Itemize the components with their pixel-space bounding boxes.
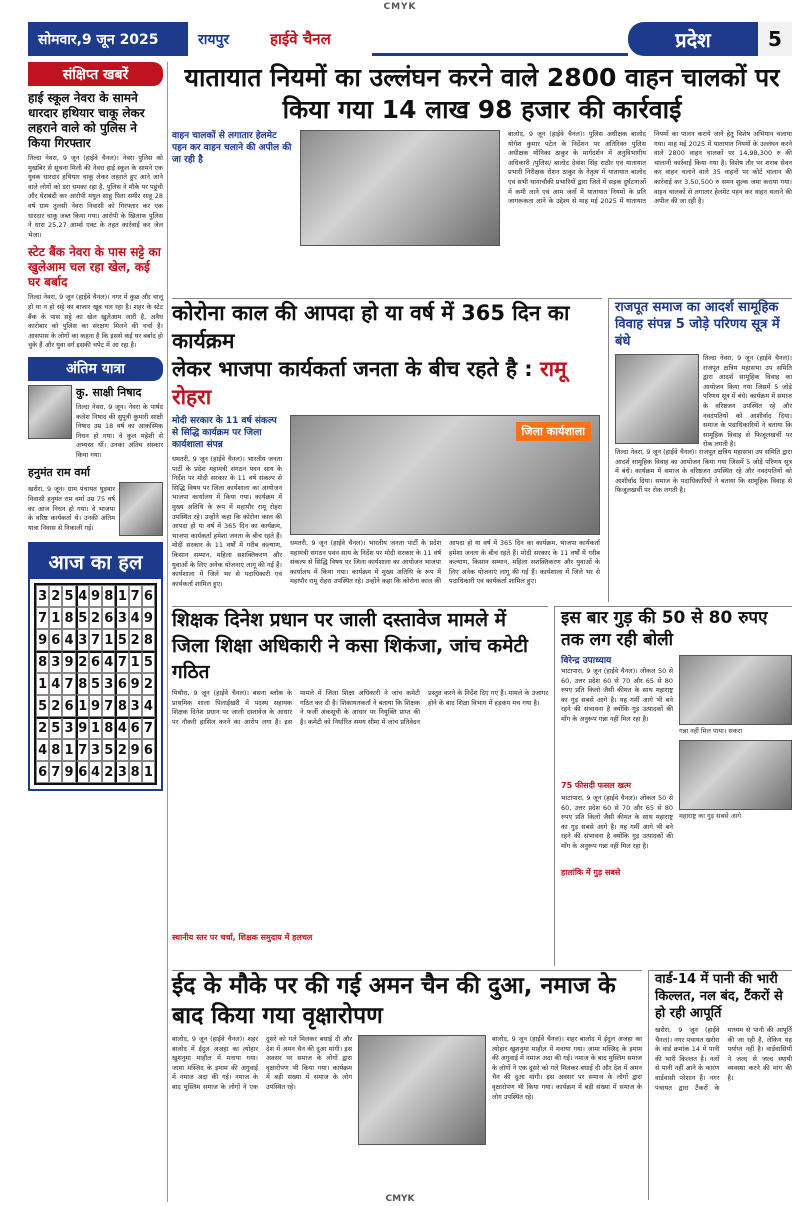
story-water <box>648 970 792 1200</box>
sudoku-cell: 7 <box>102 695 115 717</box>
obituary-photo-1 <box>28 385 72 439</box>
sudoku-cell: 4 <box>89 761 102 783</box>
sudoku-cell: 1 <box>49 607 62 629</box>
obituary-name-1: कु. साक्षी निषाद <box>76 385 142 399</box>
sudoku-cell: 3 <box>76 629 89 651</box>
story-bjp-headline-a: कोरोना काल की आपदा हो या वर्ष में 365 दिन का कार्यक्रम <box>172 301 570 353</box>
story-jaggery-caption-1: गन्ना नहीं मिल पाया। सकरा <box>679 727 743 735</box>
sudoku-cell: 4 <box>115 717 128 739</box>
sudoku-cell: 4 <box>129 607 142 629</box>
edition-city: रायपुर <box>198 31 230 48</box>
brief1-headline: हाई स्कूल नेवरा के सामने धारदार हथियार चाकू लेकर लहराने वाले को पुलिस ने किया गिरफ्तार <box>28 91 145 150</box>
brand-logo: हाईवे चैनल <box>270 30 331 48</box>
sudoku-cell: 1 <box>102 629 115 651</box>
story-rajput-body-1: तिल्दा नेवरा, 9 जून (हाईवे चैनल)। राजपूत क्षत्रिय महासभा उप समिति द्वारा आदर्श सामूहिक विवाह का आयोजन किया गया जिसमें 5 जोड़े परिणय सूत्र में बंधे। कार्यक्रम में समाज के वरिष्ठजन उपस्थित रहे और नवदंपतियों को आशीर्वाद दिया। समाज के पदाधिकारियों ने बताया कि सामूहिक विवाह से फिजूलखर्ची पर रोक लगती है। <box>703 354 792 449</box>
sudoku-cell: 6 <box>89 651 102 673</box>
sudoku-cell: 6 <box>129 717 142 739</box>
sudoku-cell: 4 <box>49 673 62 695</box>
sudoku-cell: 5 <box>76 607 89 629</box>
sudoku-cell: 7 <box>49 761 62 783</box>
story-water-headline: वार्ड-14 में पानी की भारी किल्लत, नल बंद, टैंकरों से हो रही आपूर्ति <box>655 972 783 1021</box>
sudoku-cell: 5 <box>115 629 128 651</box>
masthead-rule <box>372 22 628 56</box>
sudoku-cell: 3 <box>115 761 128 783</box>
sudoku-cell: 8 <box>62 607 75 629</box>
sudoku-cell: 4 <box>76 585 89 607</box>
story-rajput-body-2: तिल्दा नेवरा, 9 जून (हाईवे चैनल)। राजपूत क्षत्रिय महासभा उप समिति द्वारा आदर्श सामूहिक विवाह का आयोजन किया गया जिसमें 5 जोड़े परिणय सूत्र में बंधे। कार्यक्रम में समाज के वरिष्ठजन उपस्थित रहे और नवदंपतियों को आशीर्वाद दिया। समाज के पदाधिकारियों ने बताया कि सामूहिक विवाह से फिजूलखर्ची पर रोक लगती है। <box>615 448 792 495</box>
story-jaggery-photo-2 <box>679 740 792 810</box>
story-jaggery-caption-2: महाराष्ट्र का गुड़ सबसे आगे <box>679 812 742 820</box>
story-jaggery-subhead-2: हालांकि में गुड़ सबसे <box>561 868 621 877</box>
story-jaggery-headline: इस बार गुड़ की 50 से 80 रुपए तक लग रही बोली <box>561 608 768 650</box>
story-bjp-body-1: धमतरी, 9 जून (हाईवे चैनल)। भारतीय जनता पार्टी के प्रदेश महामंत्री संगठन पवन साय के निर्देश पर मोदी सरकार के 11 वर्ष संकल्प से सिद्धि विषय पर जिला कार्यशाला का आयोजन भाजपा कार्यालय में किया गया। कार्यक्रम में मुख्य अतिथि के रूप में महापौर रामू रोहरा उपस्थित रहे। उन्होंने कहा कि कोरोना काल की आपदा हो या वर्ष में 365 दिन का कार्यक्रम, भाजपा कार्यकर्ता हमेशा जनता के बीच रहते हैं। मोदी सरकार के 11 वर्षों में गरीब कल्याण, किसान सम्मान, महिला सशक्तिकरण और युवाओं के लिए अनेक योजनाएं लागू की गई हैं। कार्यशाला में जिले भर से पदाधिकारी एवं कार्यकर्ता शामिल हुए। <box>172 455 282 588</box>
sudoku-cell: 5 <box>36 695 49 717</box>
story-bjp-headline-name: रामू रोहरा <box>172 357 567 409</box>
sudoku-cell: 6 <box>62 695 75 717</box>
sudoku-cell: 7 <box>76 739 89 761</box>
story-jaggery <box>554 606 792 966</box>
sudoku-cell: 8 <box>129 761 142 783</box>
sudoku-cell: 7 <box>62 673 75 695</box>
story-bjp-body-2: धमतरी, 9 जून (हाईवे चैनल)। भारतीय जनता पार्टी के प्रदेश महामंत्री संगठन पवन साय के निर्देश पर मोदी सरकार के 11 वर्ष संकल्प से सिद्धि विषय पर जिला कार्यशाला का आयोजन भाजपा कार्यालय में किया गया। कार्यक्रम में मुख्य अतिथि के रूप में महापौर रामू रोहरा उपस्थित रहे। उन्होंने कहा कि कोरोना काल की आपदा हो या वर्ष में 365 दिन का कार्यक्रम, भाजपा कार्यकर्ता हमेशा जनता के बीच रहते हैं। मोदी सरकार के 11 वर्षों में गरीब कल्याण, किसान सम्मान, महिला सशक्तिकरण और युवाओं के लिए अनेक योजनाएं लागू की गई हैं। कार्यशाला में जिले भर से पदाधिकारी एवं कार्यकर्ता शामिल हुए। <box>290 539 600 586</box>
story-rajput-headline: राजपूत समाज का आदर्श सामूहिक विवाह संपन्न 5 जोड़े परिणय सूत्र में बंधे <box>615 300 780 349</box>
story-eid <box>172 970 642 1200</box>
sudoku-cell: 3 <box>49 651 62 673</box>
brief-news-title: संक्षिप्त खबरें <box>28 62 163 86</box>
sudoku-cell: 9 <box>62 761 75 783</box>
sudoku-cell: 6 <box>102 607 115 629</box>
sudoku-cell: 9 <box>129 673 142 695</box>
sudoku-cell: 1 <box>142 761 155 783</box>
sudoku-cell: 3 <box>62 717 75 739</box>
sudoku-cell: 9 <box>76 717 89 739</box>
sudoku-cell: 1 <box>115 585 128 607</box>
story-rajput-photo <box>615 354 699 444</box>
sudoku-cell: 1 <box>89 717 102 739</box>
sudoku-cell: 6 <box>142 739 155 761</box>
sudoku-cell: 2 <box>129 629 142 651</box>
sudoku-cell: 3 <box>129 695 142 717</box>
story-jaggery-byline: विरेन्द्र उपाध्याय <box>561 656 612 666</box>
sudoku-cell: 2 <box>89 607 102 629</box>
sudoku-cell: 7 <box>129 585 142 607</box>
sudoku-cell: 4 <box>62 629 75 651</box>
sudoku-cell: 3 <box>89 739 102 761</box>
sudoku-cell: 7 <box>36 607 49 629</box>
story-rajput <box>608 298 792 602</box>
edition-date: सोमवार,9 जून 2025 <box>28 22 188 56</box>
sudoku-cell: 7 <box>89 629 102 651</box>
story-jaggery-photo-1 <box>679 655 792 725</box>
brief1-body: तिल्दा नेवरा, 9 जून (हाईवे चैनल)। नेवरा पुलिस को मुखबिर से सूचना मिली की नेवरा हाई स्कूल के सामने एक युवक धारदार हथियार चाकू लेकर लहराते हुए आने जाने वाले लोगों को डरा धमका रहा है, पुलिस ने मौके पर पहुंची और घेराबंदी कर आरोपी मयुल साहू पिता समीर साहू 28 वर्ष ग्राम तुलसी नेवरा निवासी को गिरफ्तार कर एक धारदार चाकू जब्त किया गया। आरोपी के खिलाफ पुलिस ने धारा 25,27 आर्म्स एक्ट के तहत कार्रवाई कर जेल भेजा। <box>28 154 163 239</box>
sudoku-cell: 6 <box>142 585 155 607</box>
sudoku-cell: 3 <box>115 607 128 629</box>
brief2-body: तिल्दा नेवरा, 9 जून (हाईवे चैनल)। नगर में कुछ और चालू हो या न हो सट्टे का बाजार खूब चल रहा है। शहर के स्टेट बैंक के पास सट्टे का खेल खुलेआम जारी है, अवैध कारोबार को पुलिस का संरक्षण मिलने की चर्चा है। आसपास के लोगों का कहना है कि इससे कई घर बर्बाद हो चुके हैं और युवा वर्ग इसकी चपेट में आ रहा है। <box>28 293 163 350</box>
sudoku-cell: 5 <box>49 717 62 739</box>
story-teacher-body: पिथौरा, 9 जून (हाईवे चैनल)। बसना ब्लॉक के प्राथमिक शाला पिलाईखरी में पदस्थ सहायक शिक्षक दिनेश प्रधान पर जाली दस्तावेज के आधार पर नौकरी हासिल करने का आरोप लगा है। इस मामले में जिला शिक्षा अधिकारी ने जांच कमेटी गठित कर दी है। शिकायतकर्ता ने बताया कि शिक्षक ने फर्जी अंकसूची के आधार पर नियुक्ति प्राप्त की है। कमेटी को निर्धारित समय सीमा में जांच प्रतिवेदन प्रस्तुत करने के निर्देश दिए गए हैं। मामले के उजागर होने के बाद शिक्षा विभाग में हड़कंप मच गया है। <box>172 689 548 726</box>
sudoku-cell: 2 <box>49 695 62 717</box>
sudoku-cell: 1 <box>129 651 142 673</box>
sudoku-cell: 8 <box>115 695 128 717</box>
sudoku-grid <box>34 583 157 785</box>
sudoku-cell: 9 <box>36 629 49 651</box>
sudoku-cell: 5 <box>89 673 102 695</box>
sudoku-cell: 6 <box>36 761 49 783</box>
sudoku-cell: 6 <box>115 673 128 695</box>
sudoku-cell: 4 <box>142 695 155 717</box>
sudoku-cell: 1 <box>62 739 75 761</box>
story-traffic-kicker: वाहन चालकों से लगातार हेलमेट पहन कर वाहन चलाने की अपील की जा रही है <box>172 131 292 165</box>
sudoku-cell: 7 <box>142 717 155 739</box>
sudoku-cell: 3 <box>102 673 115 695</box>
print-mark-bottom: CMYK <box>385 1194 415 1204</box>
story-eid-headline: ईद के मौके पर की गई अमन चैन की दुआ, नमाज के बाद किया गया वृक्षारोपण <box>172 973 616 1029</box>
story-traffic <box>172 62 792 296</box>
sudoku-cell: 3 <box>36 585 49 607</box>
sudoku-cell: 2 <box>102 761 115 783</box>
story-bjp-headline-b: लेकर भाजपा कार्यकर्ता जनता के बीच रहते है : <box>172 357 540 381</box>
sudoku-cell: 4 <box>102 651 115 673</box>
story-teacher-headline: शिक्षक दिनेश प्रधान पर जाली दस्तावेज मामले में जिला शिक्षा अधिकारी ने कसा शिकंजा, जांच कमेटी गठित <box>172 609 528 683</box>
sudoku-cell: 5 <box>142 651 155 673</box>
sudoku-cell: 6 <box>49 629 62 651</box>
sudoku-cell: 1 <box>36 673 49 695</box>
story-traffic-headline: यातायात नियमों का उल्लंघन करने वाले 2800 वाहन चालकों पर किया गया 14 लाख 98 हजार की कार्रवाई <box>184 63 780 124</box>
story-jaggery-body-2: भाटापारा, 9 जून (हाईवे चैनल)। लोकल 50 से 60, उत्तर प्रदेश 60 से 70 और 65 से 80 रुपए प्रति किलो जैसी कीमत के साथ महाराष्ट्र का गुड़ सबसे आगे है। यह गर्मी आगे भी बने रहने की संभावना है क्योंकि गुड़ उत्पादकों की माँग के अनुरूप गन्ना नहीं मिल रहा है। <box>561 794 673 850</box>
sudoku-cell: 9 <box>129 739 142 761</box>
story-bjp-kicker: मोदी सरकार के 11 वर्ष संकल्प से सिद्धि कार्यक्रम पर जिला कार्यशाला संपन्न <box>172 416 277 450</box>
sudoku-cell: 8 <box>36 651 49 673</box>
sudoku-cell: 8 <box>102 585 115 607</box>
sudoku-cell: 2 <box>36 717 49 739</box>
story-eid-photo <box>358 1035 486 1145</box>
sudoku-cell: 1 <box>76 695 89 717</box>
page-number: 5 <box>758 22 792 56</box>
sudoku-cell: 9 <box>62 651 75 673</box>
story-bjp <box>172 298 602 602</box>
sudoku-cell: 5 <box>102 739 115 761</box>
obituary-photo-2 <box>119 482 163 536</box>
story-teacher <box>172 606 548 966</box>
obituary-body-2: खरोरा, 9 जून। ग्राम पंचायत घुड़वार निवासी हनुमंत राम वर्मा उम्र 75 वर्ष का आज निधन हो गया। वे भाजपा के वरिष्ठ कार्यकर्ता थे। उनकी अंतिम यात्रा निवास से निकाली गई। <box>28 485 115 532</box>
brief2-headline: स्टेट बैंक नेवरा के पास सट्टे का खुलेआम चल रहा खेल, कई घर बर्बाद <box>28 245 161 290</box>
story-teacher-subhead: स्थानीय स्तर पर चर्चा, शिक्षक समुदाय में हलचल <box>172 933 313 942</box>
story-water-body: खरोरा, 9 जून (हाईवे चैनल)। नगर पंचायत खरोरा के वार्ड क्रमांक 14 में पानी की भारी किल्लत है। नलों से पानी नहीं आने के कारण वार्डवासी परेशान हैं। नगर पंचायत द्वारा टैंकरों के माध्यम से पानी की आपूर्ति की जा रही है, लेकिन यह पर्याप्त नहीं है। वार्डवासियों ने जल्द से जल्द स्थायी व्यवस्था करने की मांग की है। <box>655 1026 792 1092</box>
sudoku-cell: 2 <box>115 739 128 761</box>
puzzle-box <box>28 542 163 791</box>
section-title: प्रदेश <box>628 22 758 56</box>
sudoku-cell: 2 <box>142 673 155 695</box>
story-jaggery-body-1: भाटापारा, 9 जून (हाईवे चैनल)। लोकल 50 से 60, उत्तर प्रदेश 60 से 70 और 65 से 80 रुपए प्रति किलो जैसी कीमत के साथ महाराष्ट्र का गुड़ सबसे आगे है। यह गर्मी आगे भी बने रहने की संभावना है क्योंकि गुड़ उत्पादकों की माँग के अनुरूप गन्ना नहीं मिल रहा है। <box>561 667 673 723</box>
obituary-body-1: तिल्दा नेवरा, 9 जून। नेवरा के पार्षद कलेश निषाद की सुपुत्री कुमारी साक्षी निषाद उम्र 18 वर्ष का आकस्मिक निधन हो गया। वे कुल महेशी से अभ्यस्त थीं। उनका अंतिम संस्कार किया गया। <box>76 402 163 459</box>
sudoku-cell: 8 <box>142 629 155 651</box>
obituary-title: अंतिम यात्रा <box>28 357 163 381</box>
sudoku-cell: 9 <box>142 607 155 629</box>
sudoku-cell: 4 <box>36 739 49 761</box>
sudoku-cell: 2 <box>76 651 89 673</box>
sudoku-cell: 6 <box>76 761 89 783</box>
story-bjp-photo <box>290 415 600 535</box>
story-traffic-body: बालोद, 9 जून (हाईवे चैनल)। पुलिस अधीक्षक बालोद योगेश कुमार पटेल के निर्देशन पर अतिरिक्त पुलिस अधीक्षक मोनिका ठाकुर के मार्गदर्शन में अनुविभागीय अधिकारी /पुलिस/ बालोद देवांश सिंह राठौर एवं यातायात प्रभारी निरीक्षक रोशन ठाकुर के नेतृत्व में यातायात बालोद एवं सभी थानाचौकी प्रभारियों द्वारा जिले में सड़क दुर्घटनाओं में कमी लाने एवं आम जनों में यातायात नियमों के प्रति जागरूकता लाने के उद्देश्य से माह मई 2025 में यातायात नियमों का पालन कराये जाने हेतु विशेष अभियान चलाया गया। माह मई 2025 में यातायात नियमों के उल्लंघन करने वाले 2800 वाहन चालकों पर 14,98,300 रु की चालानी कार्रवाई किया गया है। विशेष तौर पर शराब सेवन कर वाहन चलाने वाले 35 वाहनों पर कोर्ट चालान की कार्रवाई कर 3,50,500 रु समन शुल्क जमा कराया गया। वाहन चालकों से लगातार हेलमेट पहन कर वाहन चलाने की अपील की जा रही है। <box>508 130 792 206</box>
print-mark-top: CMYK <box>383 2 417 12</box>
sudoku-cell: 8 <box>49 739 62 761</box>
sudoku-cell: 9 <box>89 695 102 717</box>
left-column <box>28 62 168 1202</box>
sudoku-cell: 8 <box>76 673 89 695</box>
story-jaggery-subhead-1: 75 फीसदी फसल खत्म <box>561 781 632 790</box>
sudoku-cell: 9 <box>89 585 102 607</box>
masthead <box>28 22 792 56</box>
sudoku-cell: 8 <box>102 717 115 739</box>
sudoku-cell: 2 <box>49 585 62 607</box>
story-eid-body-2: बालोद, 9 जून (हाईवे चैनल)। शहर बालोद में ईदुल अजहा का त्योहार खुशनुमा माहौल में मनाया गया। जामा मस्जिद के इमाम की अगुवाई में नमाज अदा की गई। नमाज के बाद मुस्लिम समाज के लोगों ने एक दूसरे को गले मिलकर बधाई दी और देश में अमन चैन की दुआ मांगी। इस अवसर पर समाज के लोगों द्वारा वृक्षारोपण भी किया गया। कार्यक्रम में बड़ी संख्या में समाज के लोग उपस्थित रहे। <box>492 1035 642 1101</box>
story-bjp-photo-banner: जिला कार्यशाला <box>516 422 591 441</box>
sudoku-cell: 5 <box>62 585 75 607</box>
puzzle-title: आज का हल <box>30 544 161 579</box>
sudoku-cell: 7 <box>115 651 128 673</box>
obituary-name-2: हनुमंत राम वर्मा <box>28 466 90 480</box>
story-eid-body-1: बालोद, 9 जून (हाईवे चैनल)। शहर बालोद में ईदुल अजहा का त्योहार खुशनुमा माहौल में मनाया गया। जामा मस्जिद के इमाम की अगुवाई में नमाज अदा की गई। नमाज के बाद मुस्लिम समाज के लोगों ने एक दूसरे को गले मिलकर बधाई दी और देश में अमन चैन की दुआ मांगी। इस अवसर पर समाज के लोगों द्वारा वृक्षारोपण भी किया गया। कार्यक्रम में बड़ी संख्या में समाज के लोग उपस्थित रहे। <box>172 1035 352 1091</box>
story-traffic-photo <box>300 130 500 246</box>
